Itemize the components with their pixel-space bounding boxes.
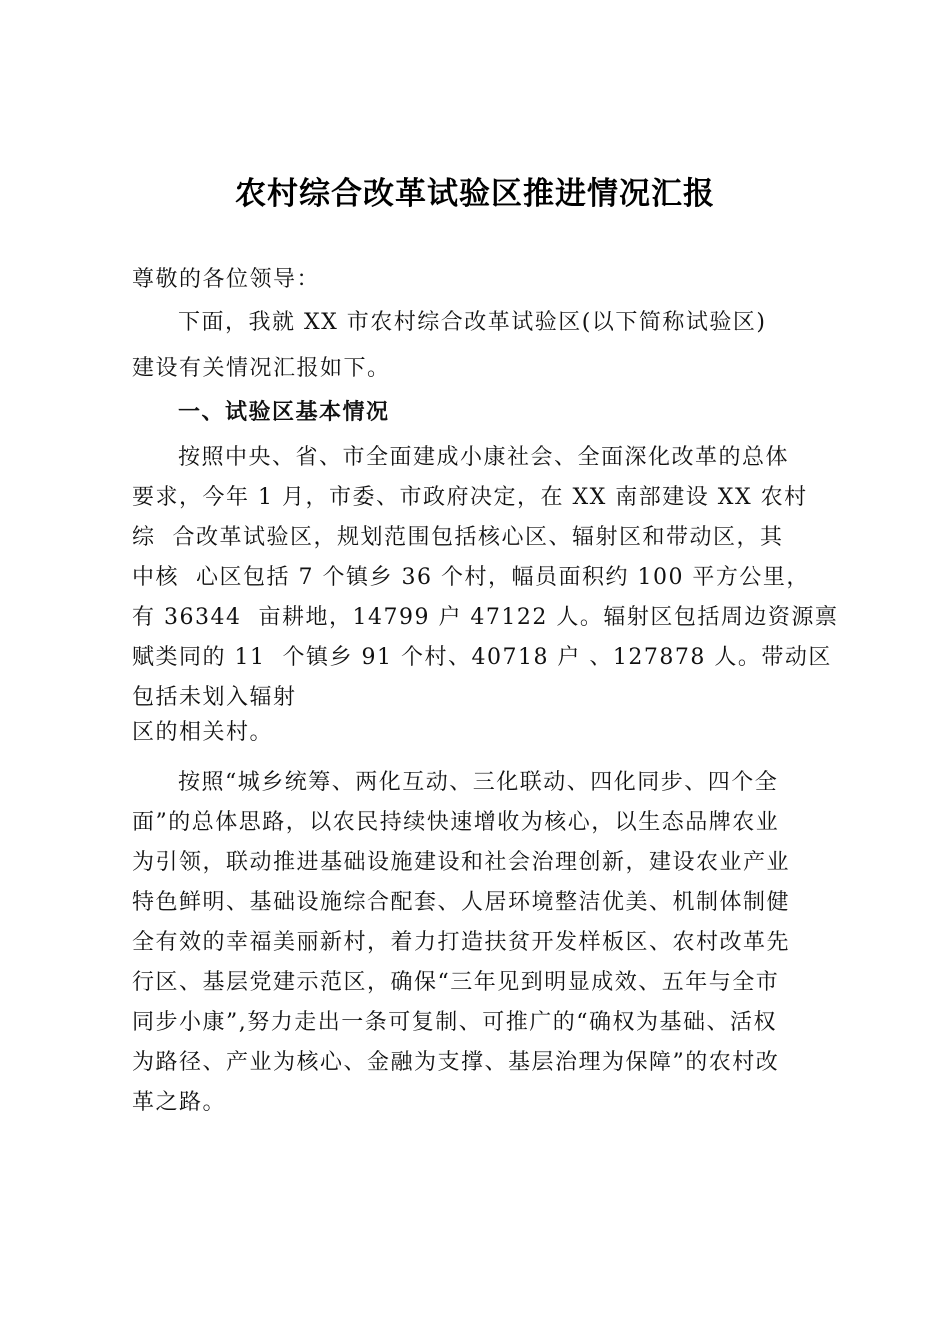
para2-line-9: 革之路。 [132, 1090, 227, 1115]
salutation: 尊敬的各位领导： [132, 267, 321, 292]
intro-line-2: 建设有关情况汇报如下。 [132, 356, 391, 381]
para1-line-4: 中核 心区包括 7 个镇乡 36 个村，幅员面积约 100 平方公里， [132, 565, 810, 590]
para1-line-5: 有 36344 亩耕地，14799 户 47122 人。辐射区包括周边资源禀 [132, 605, 839, 630]
para2-line-1: 按照“城乡统筹、两化互动、三化联动、四化同步、四个全 [178, 770, 779, 795]
section-heading-1: 一、试验区基本情况 [178, 400, 390, 425]
para1-line-3: 综 合改革试验区，规划范围包括核心区、辐射区和带动区，其 [132, 525, 784, 550]
para2-line-4: 特色鲜明、基础设施综合配套、人居环境整洁优美、机制体制健 [132, 890, 791, 915]
para2-line-2: 面”的总体思路，以农民持续快速增收为核心，以生态品牌农业 [132, 810, 780, 835]
para2-line-7: 同步小康”,努力走出一条可复制、可推广的“确权为基础、活权 [132, 1010, 777, 1035]
para1-line-8: 区的相关村。 [132, 720, 274, 745]
document-title: 农村综合改革试验区推进情况汇报 [235, 176, 715, 212]
para2-line-5: 全有效的幸福美丽新村，着力打造扶贫开发样板区、农村改革先 [132, 930, 791, 955]
para1-line-1: 按照中央、省、市全面建成小康社会、全面深化改革的总体 [178, 445, 790, 470]
para1-line-7: 包括未划入辐射 [132, 685, 297, 710]
para2-line-3: 为引领，联动推进基础设施建设和社会治理创新，建设农业产业 [132, 850, 791, 875]
para2-line-6: 行区、基层党建示范区，确保“三年见到明显成效、五年与全市 [132, 970, 780, 995]
intro-line-1: 下面，我就 XX 市农村综合改革试验区(以下简称试验区) [178, 310, 767, 335]
para1-line-6: 赋类同的 11 个镇乡 91 个村、40718 户 、127878 人。带动区 [132, 645, 832, 670]
para2-line-8: 为路径、产业为核心、金融为支撑、基层治理为保障”的农村改 [132, 1050, 780, 1075]
para1-line-2: 要求，今年 1 月，市委、市政府决定，在 XX 南部建设 XX 农村 [132, 485, 808, 510]
